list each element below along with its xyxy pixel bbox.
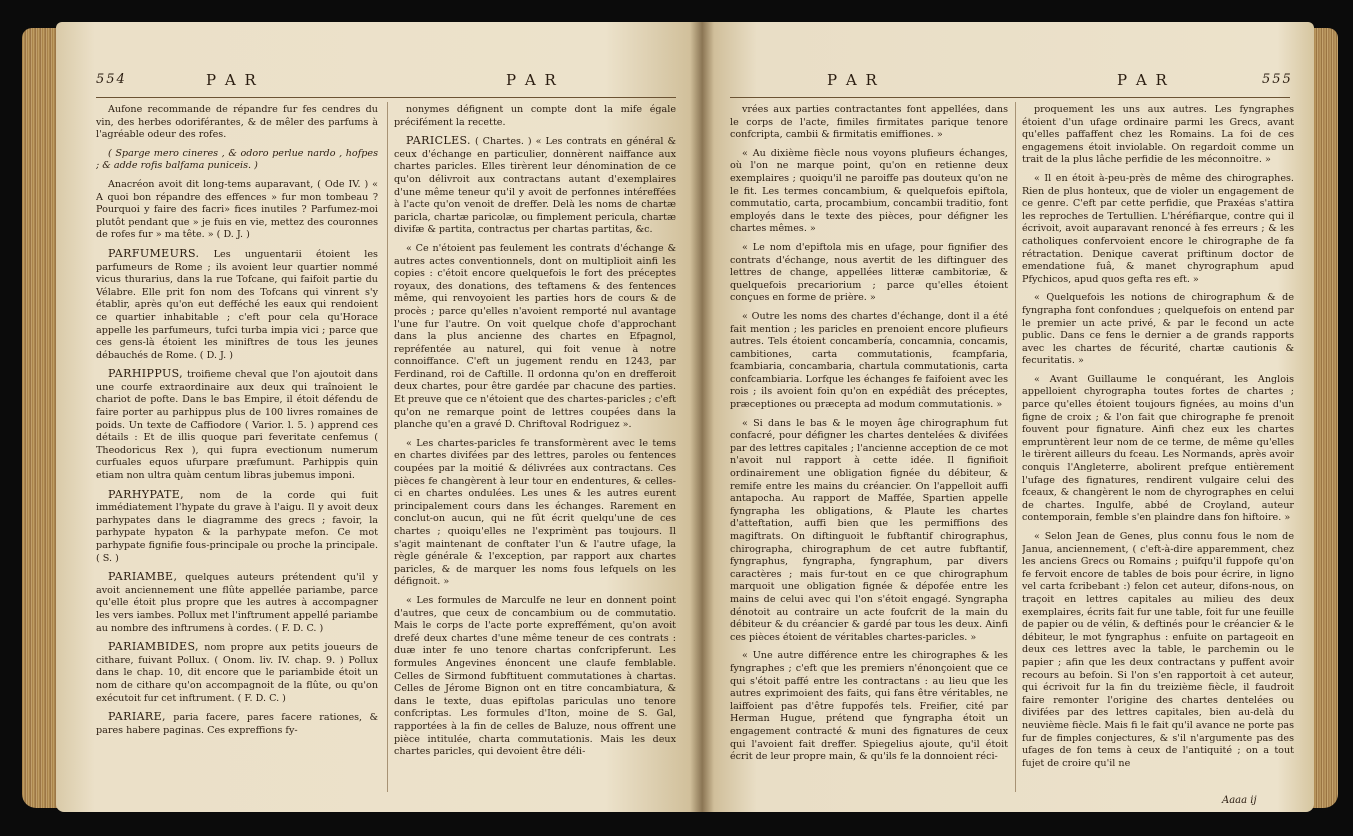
paragraph <box>96 489 378 566</box>
entry-headword: PARHIPPUS, <box>108 367 184 381</box>
right-heading-col2: P A R <box>1117 71 1169 89</box>
entry-headword: PARIAMBE, <box>108 570 178 584</box>
paragraph: « Au dixième fiècle nous voyons plufieurs échanges, où l'on ne marque point, qu'on en retienne deux exemplaires ; quoiqu'il ne paroiffe pas douteux qu'on ne le fit. Les termes concambium, & quelquefois epiftola, commutatio, carta, procambium, concambii traditio, font employés dans le texte des pièces, pour défigner les chartes mêmes. » <box>730 147 1008 235</box>
book-gutter <box>690 22 714 812</box>
entry-text: troifieme cheval que l'on ajoutoit dans une courfe extraordinaire aux deux qui traînoient le chariot de pofte. Dans le bas Empire, il étoit défendu de faire porter au parhippus plus de 100 livres romaines de poids. Un texte de Caffiodore ( Varior. l. 5. ) apprend ces détails : Et de illis quoque pari feveritate cenfemus ( Theodoricus Rex ), qui fupra evectionum numerum curfuales equos ufurpare præfumunt. Parhippis quin etiam non ultra quàm centum libras jubemus imponi. <box>96 369 378 482</box>
left-head-rule <box>96 97 676 98</box>
entry-headword: PARICLES. <box>406 134 471 148</box>
paragraph: « Une autre différence entre les chirographes & les fyngraphes ; c'eft que les premiers n'énonçoient que ce qui s'étoit paffé entre les contractans : au lieu que les autres exprimoient des faits, qui fans être véritables, ne laiffoient pas d'être fuppofés tels. Freifier, cité par Herman Hugue, prétend que fyngrapha étoit un engagement contracté & muni des fignatures de ceux qui l'avoient fait dreffer. Spiegelius ajoute, qu'il étoit écrit de leur propre main, & qu'ils fe la donnoient réci- <box>730 650 1008 763</box>
paragraph: « Selon Jean de Genes, plus connu fous le nom de Janua, anciennement, ( c'eft-à-dire apparemment, chez les anciens Grecs ou Romains ; puifqu'il fuppofe qu'on fe fervoit encore de tables de bois pour écrire, in ligno vel carta fcribebant :) felon cet auteur, difons-nous, on traçoit en lettres capitales au milieu des deux exemplaires, écrits fait fur une table, foit fur une feuille de papier ou de vélin, & deftinés pour le créancier & le débiteur, le mot fyngraphus : enfuite on partageoit en deux ces lettres avec la table, le parchemin ou le papier ; afin que les deux contractans y puffent avoir recours au befoin. Si l'on s'en rapportoit à cet auteur, qui écrivoit fur la fin du treizième fiècle, il faudroit faire remonter l'origine des chartes dentelées ou divifées par des lettres capitales, bien au-delà du neuvième fiècle. Mais fi le fait qu'il avance ne porte pas fur de fimples conjectures, & s'il n'argumente pas des ufages de fon tems à ceux de l'antiquité ; on a tout fujet de croire qu'il ne <box>1022 531 1294 769</box>
left-column-2 <box>394 104 676 765</box>
entry-text: Les unguentarii étoient les parfumeurs de Rome ; ils avoient leur quartier nommé vicus thurarius, dans la rue Tofcane, qui faifoit partie du Vélabre. Elle prit fon nom des Tofcans qui vinrent s'y établir, après qu'on eut defféché les eaux qui rendoient ce quartier inhabitable ; c'eft pour cela qu'Horace appelle les parfumeurs, tufci turba impia vici ; parce que ces gens-là étoient les miniftres de tous les jeunes débauchés de Rome. ( D. J. ) <box>96 248 378 361</box>
entry-headword: PARIARE, <box>108 710 166 724</box>
left-column-1 <box>96 104 378 743</box>
paragraph: « Avant Guillaume le conquérant, les Anglois appelloient chyrographa toutes fortes de chartes ; parce qu'elles étoient toujours fignées, au moins d'un figne de croix ; & l'on fait que chirographe fe prenoit fouvent pour fignature. Ainfi chez eux les chartes empruntèrent leur nom de ce terme, de même qu'elles le tirèrent ailleurs du fceau. Les Normands, après avoir conquis l'Angleterre, abolirent prefque entièrement l'ufage des fignatures, rendirent vulgaire celui des fceaux, & changèrent le nom de chyrographes en celui de chartes. Ingulfe, abbé de Croyland, auteur contemporain, femble s'en plaindre dans fon hiftoire. » <box>1022 373 1294 524</box>
entry-text: ( Chartes. ) « Les contrats en général & ceux d'échange en particulier, donnèrent naiffance aux chartes paricles. Elles tirèrent leur dénomination de ce qu'on délivroit aux contractans autant d'exemplaires d'une même teneur qu'il y avoit de perfonnes intéreffées à l'acte qu'on venoit de dreffer. Delà les noms de chartæ paricla, chartæ paricolæ, ou fimplement pericula, chartæ divifæ & partita, contractus per chartas partitas, &c. <box>394 136 676 236</box>
paragraph: « Outre les noms des chartes d'échange, dont il a été fait mention ; les paricles en prenoient encore plufieurs autres. Tels étoient concambería, concamnia, concamis, cambitiones, carta commutationis, fcampfaria, fcambiaria, concambaria, chartula commutationis, carta confcambiaria. Lorfque les échanges fe faifoient avec les rois ; ils avoient foin qu'on en expédiât des préceptes, præceptiones ou præcepta ad modum commutationis. » <box>730 310 1008 411</box>
paragraph: « Les chartes-paricles fe transformèrent avec le tems en chartes divifées par des lettres, paroles ou fentences coupées par la moitié & délivrées aux contractans. Ces pièces fe changèrent à leur tour en endentures, & celles-ci en chartes ondulées. Les unes & les autres eurent principalement cours dans les échanges. Rarement en conclut-on aucun, qui ne fût écrit quelqu'une de ces chartes ; quoiqu'elles ne l'exprimènt pas toujours. Il s'agit maintenant de conftater l'un & l'autre ufage, la règle générale & l'exception, par rapport aux chartes paricles, & de marquer les noms fous lefquels on les défignoit. » <box>394 437 676 588</box>
paragraph: « Les formules de Marculfe ne leur en donnent point d'autres, que ceux de concambium ou de commutatio. Mais le corps de l'acte porte expreffément, qu'on avoit drefé deux chartes d'une même teneur de ces contrats : duæ inter fe uno tenore chartas confcripferunt. Les formules Angevines énoncent une claufe femblable. Celles de Sirmond fubftituent commutationes à chartas. Celles de Jérome Bignon ont en titre concambiatura, & dans le texte, duas epiftolas pariculas uno tenore confcriptas. Les formules d'Iton, moine de S. Gal, rapportées à la fin de celles de Baluze, nous offrent une pièce intitulée, charta commutationis. Mais les deux chartes paricles, qui devoient être déli- <box>394 594 676 758</box>
right-heading-col1: P A R <box>827 71 879 89</box>
paragraph: Anacréon avoit dit long-tems auparavant, ( Ode IV. ) « A quoi bon répandre des effences » fur mon tombeau ? Pourquoi y faire des facri» fices inutiles ? Parfumez-moi plutôt pendant que » je fuis en vie, mettez des couronnes de rofes fur » ma tête. » ( D. J. ) <box>96 178 378 241</box>
entry-headword: PARHYPATE, <box>108 487 185 501</box>
paragraph <box>96 711 378 737</box>
entry-text: nom de la corde qui fuit immédiatement l'hypate du grave à l'aigu. Il y avoit deux parhypates dans le diagramme des grecs ; favoir, la parhypate hypaton & la parhypate mefon. Ce mot parhypate fignifie fous-principale ou proche la principale. ( S. ) <box>96 489 378 564</box>
paragraph: proquement les uns aux autres. Les fyngraphes étoient d'un ufage ordinaire parmi les Grecs, avant qu'elles paffaffent chez les Romains. La foi de ces engagemens étoit inviolable. On regardoit comme un trait de la plus lâche perfidie de les méconnoitre. » <box>1022 104 1294 166</box>
paragraph: « Quelquefois les notions de chirographum & de fyngrapha font confondues ; quelquefois on entend par le premier un acte privé, & par le fecond un acte public. Dans ce fens le dernier a de grands rapports avec les chartes de fécurité, chartæ cautionis & fecuritatis. » <box>1022 292 1294 367</box>
paragraph <box>96 641 378 705</box>
paragraph: vrées aux parties contractantes font appellées, dans le corps de l'acte, fimiles firmitates parique tenore confcripta, cambii & firmitatis emiffiones. » <box>730 104 1008 141</box>
entry-text: quelques auteurs prétendent qu'il y avoit anciennement une flûte appellée pariambe, parce qu'elle étoit plus propre que les autres à accompagner les vers iambes. Pollux met l'inftrument appellé pariambe au nombre des inftrumens à cordes. ( F. D. C. ) <box>96 572 378 634</box>
open-book <box>22 22 1338 822</box>
right-column-2 <box>1022 104 1294 776</box>
paragraph: nonymes défignent un compte dont la mife égale précifément la recette. <box>394 104 676 128</box>
left-page <box>56 22 702 812</box>
paragraph <box>96 248 378 362</box>
left-heading-col2: P A R <box>506 71 558 89</box>
paragraph: Aufone recommande de répandre fur fes cendres du vin, des herbes odoriférantes, & de mêler des parfums à l'agréable odeur des rofes. <box>96 104 378 141</box>
paragraph <box>96 571 378 635</box>
paragraph <box>394 135 676 237</box>
entry-text: nom propre aux petits joueurs de cithare, fuivant Pollux. ( Onom. liv. IV. chap. 9. ) Pollux dans le chap. 10, dit encore que le pariambide étoit un nom de cithare qu'on accompagnoit de la flûte, ou qu'on exécutoit fur cet inftrument. ( F. D. C. ) <box>96 642 378 704</box>
entry-headword: PARFUMEURS. <box>108 246 200 260</box>
right-head-rule <box>730 97 1290 98</box>
entry-text: paria facere, pares facere rationes, & pares habere paginas. Ces expreffions fy- <box>96 712 378 736</box>
page-edges-right <box>1312 28 1338 808</box>
right-page <box>702 22 1314 812</box>
signature-mark: Aaaa ij <box>1222 795 1257 806</box>
left-heading-col1: P A R <box>206 71 258 89</box>
right-page-number: 555 <box>1262 72 1293 87</box>
paragraph: « Il en étoit à-peu-près de même des chirographes. Rien de plus honteux, que de violer un engagement de ce genre. C'eft par cette perfidie, que Praxéas s'attira les reproches de Tertullien. L'héréfiarque, contre qui il écrivoit, avoit auparavant renoncé à fes erreurs ; & les catholiques confervoient encore le chirographe de fa rétractation. Denique caverat priftinum doctor de emendatione fuâ, & manet chyrographum apud Pfychicos, apud quos gefta res eft. » <box>1022 172 1294 285</box>
left-column-divider <box>387 102 388 792</box>
left-page-number: 554 <box>96 72 127 87</box>
paragraph: ( Sparge mero cineres , & odoro perlue nardo , hofpes ; & adde rofis balfama puniceis. ) <box>96 147 378 172</box>
paragraph: « Le nom d'epiftola mis en ufage, pour fignifier des contrats d'échange, nous avertit de les diftinguer des lettres de change, appellées litteræ cambitoriæ, & quelquefois precariorium ; parce qu'elles étoient conçues en forme de prière. » <box>730 241 1008 304</box>
right-column-divider <box>1015 102 1016 792</box>
paragraph <box>96 368 378 482</box>
paragraph: « Ce n'étoient pas feulement les contrats d'échange & autres actes conventionnels, dont on multiplioit ainfi les copies : c'étoit encore quelquefois le fort des préceptes royaux, des donations, des teftamens & des fentences même, qui renvoyoient les parties hors de cours & de procès ; parce qu'elles n'avoient remporté nul avantage l'une fur l'autre. On voit quelque chofe d'approchant dans la plus ancienne des chartes en Efpagnol, repréfentée au naturel, qui foit venue à notre connoiffance. C'eft un jugement rendu en 1243, par Ferdinand, roi de Caftille. Il ordonna qu'on en drefferoit deux chartes, pour être gardée par chacune des parties. Et preuve que ce n'étoient que des chartes-paricles ; c'eft qu'on ne remarque point de lettres coupées dans la planche qu'en a gravé D. Chriftoval Rodriguez ». <box>394 242 676 431</box>
paragraph: « Si dans le bas & le moyen âge chirographum fut confacré, pour défigner les chartes dentelées & divifées par des lettres capitales ; l'ancienne acception de ce mot n'avoit nul rapport à cette idée. Il fignifioit ordinairement une obligation fignée du débiteur, & remife entre les mains du créancier. On l'appelloit auffi antapocha. Au rapport de Maffée, Spartien appelle fyngrapha les obligations, & Plaute les chartes d'atteftation, auffi bien que les permiffions des magiftrats. On diftinguoit le fubftantif chirographus, chirographa, chirographum de cet autre fubftantif, fyngraphus, fyngrapha, fyngraphum, par divers caractères ; mais fur-tout en ce que chirographum marquoit une obligation fignée & dépofée entre les mains de celui avec qui l'on s'étoit engagé. Syngrapha dénotoit au contraire un acte foufcrit de la main du débiteur & du créancier & gardé par tous les deux. Ainfi ces pièces étoient de véritables chartes-paricles. » <box>730 417 1008 643</box>
entry-headword: PARIAMBIDES, <box>108 640 199 654</box>
right-column-1 <box>730 104 1008 770</box>
